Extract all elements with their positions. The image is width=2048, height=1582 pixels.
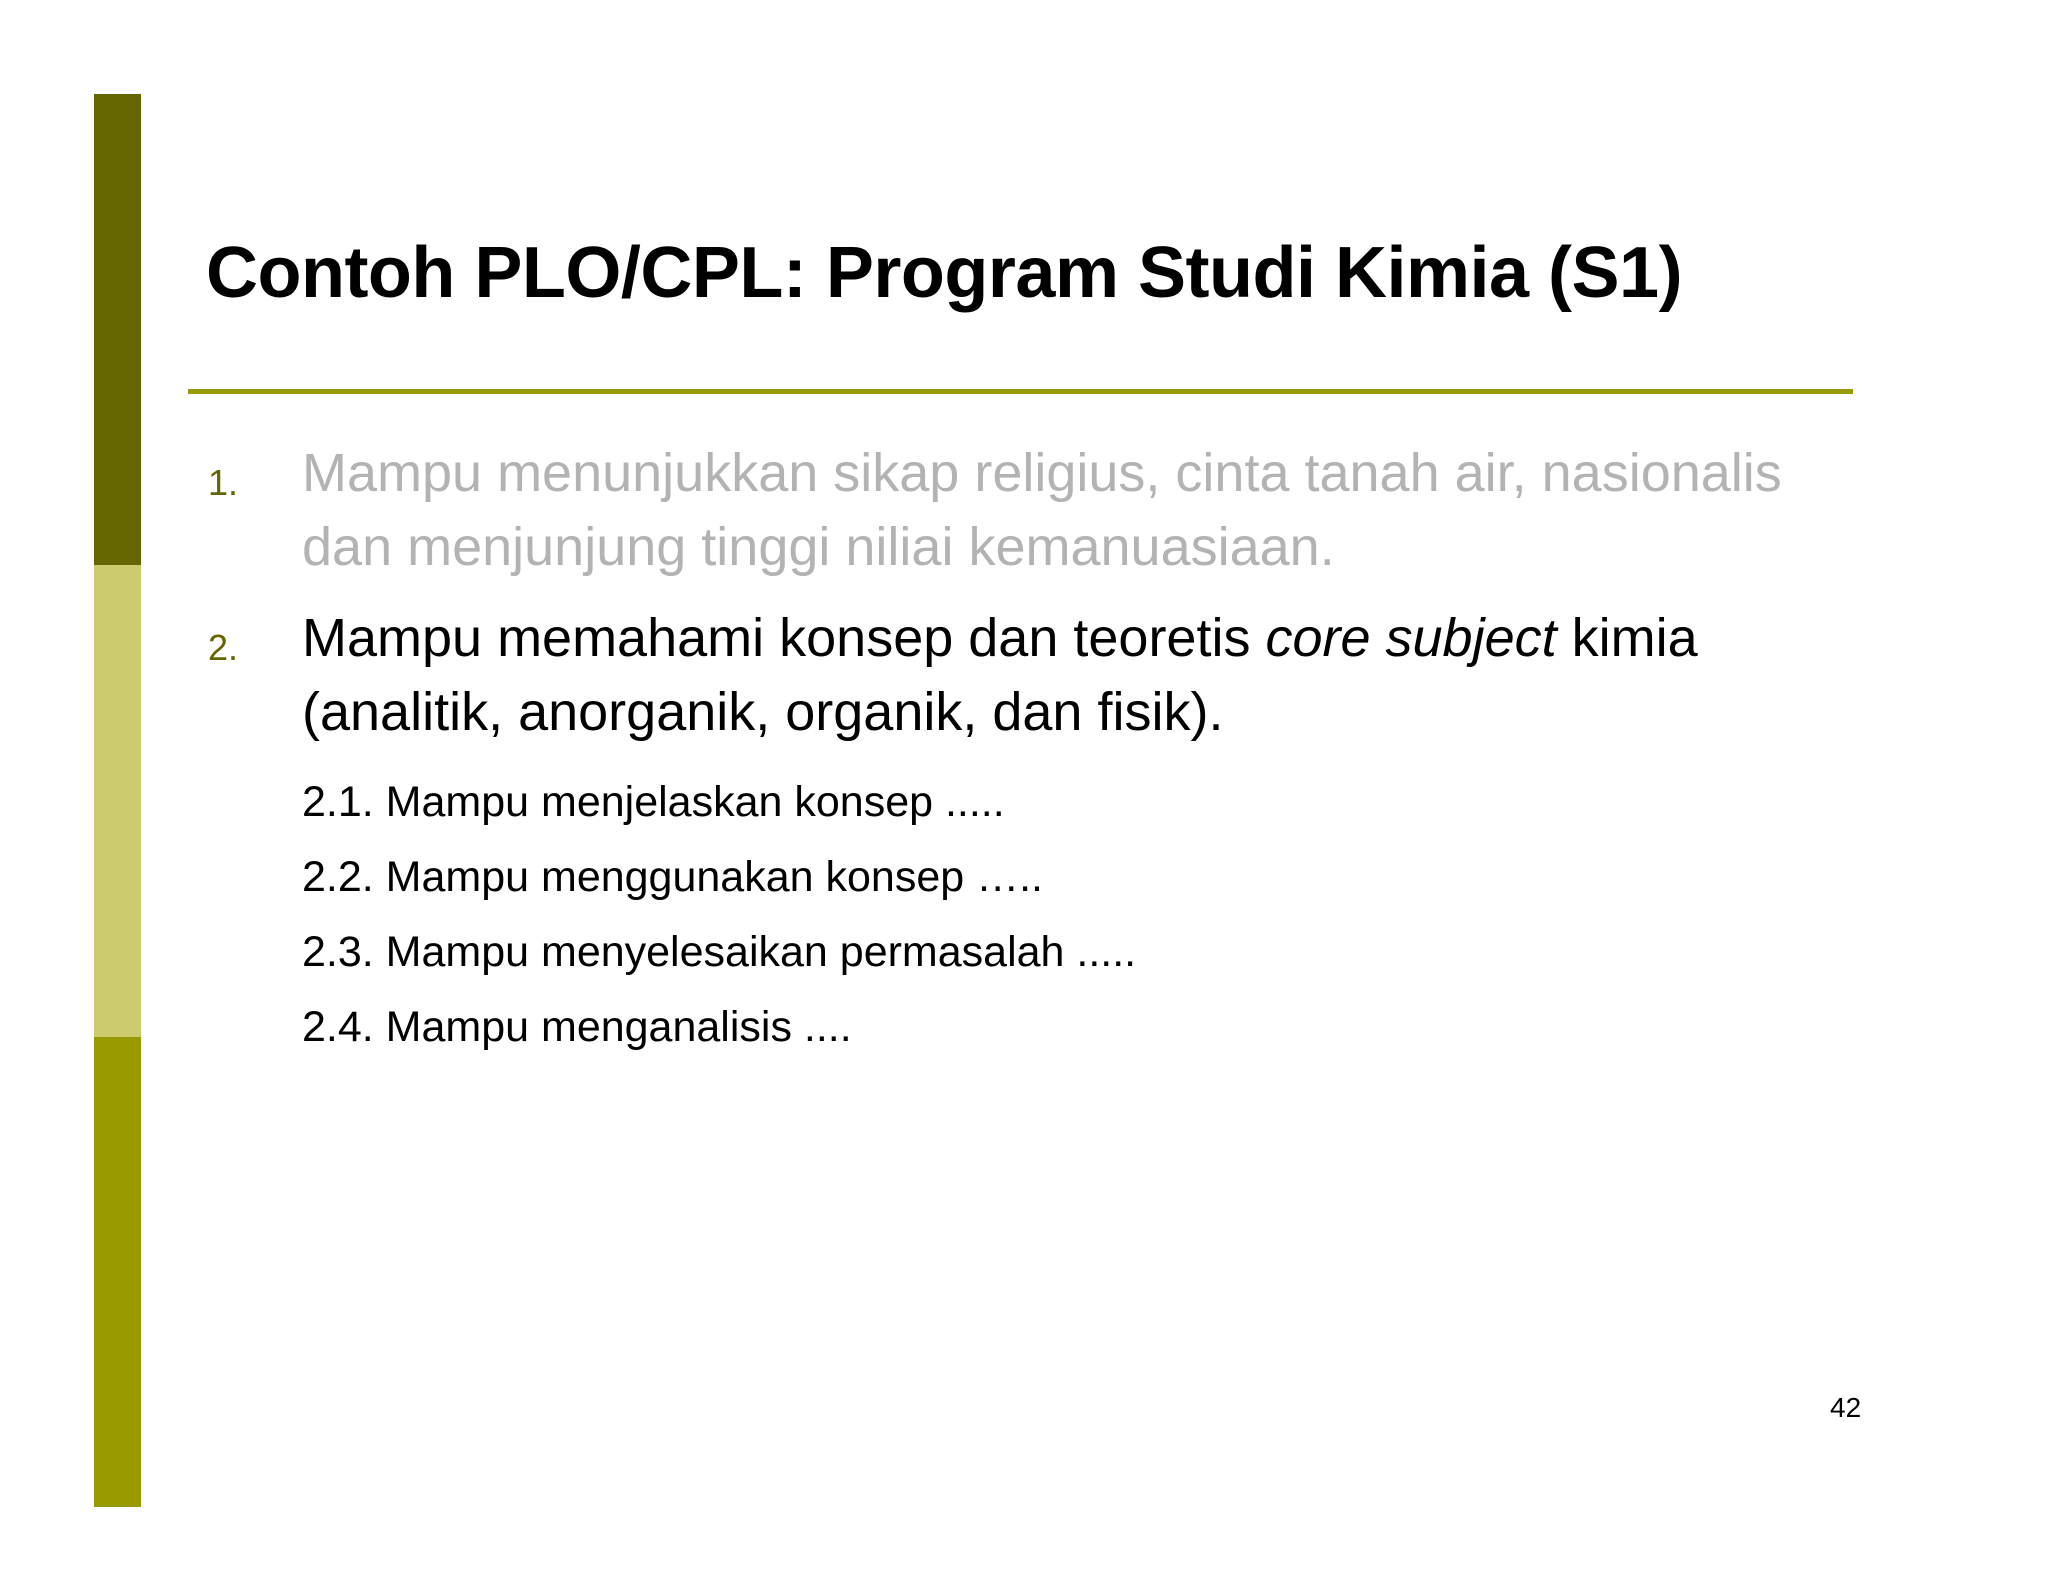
list-item-number: 2. (208, 627, 239, 668)
page-number: 42 (1830, 1392, 1862, 1423)
list-item-text-part: kimia (analitik, anorganik, organik, dan fisik). (302, 608, 1698, 742)
list-item-number: 1. (208, 462, 239, 503)
list-item-italic-term: core subject (1265, 608, 1557, 668)
sidebar-stripe-top (94, 94, 141, 565)
sidebar-stripe-bottom (94, 1037, 141, 1507)
slide-title: Contoh PLO/CPL: Program Studi Kimia (S1) (206, 233, 1683, 313)
title-divider (188, 389, 1853, 394)
sub-list-item: 2.4. Mampu menganalisis .... (302, 1003, 852, 1051)
list-item-text-part: Mampu memahami konsep dan teoretis (302, 608, 1266, 668)
list-item-text: Mampu menunjukkan sikap religius, cinta tanah air, nasionalis dan menjunjung tinggi niliai kemanuasiaan. (302, 443, 1782, 577)
sub-list-item: 2.1. Mampu menjelaskan konsep ..... (302, 778, 1005, 826)
sub-list (302, 765, 1802, 1065)
sidebar-stripe-middle (94, 565, 141, 1037)
list-item-text (302, 601, 1862, 749)
sub-list-item: 2.3. Mampu menyelesaikan permasalah ..... (302, 928, 1137, 976)
sub-list-item: 2.2. Mampu menggunakan konsep ….. (302, 853, 1043, 901)
